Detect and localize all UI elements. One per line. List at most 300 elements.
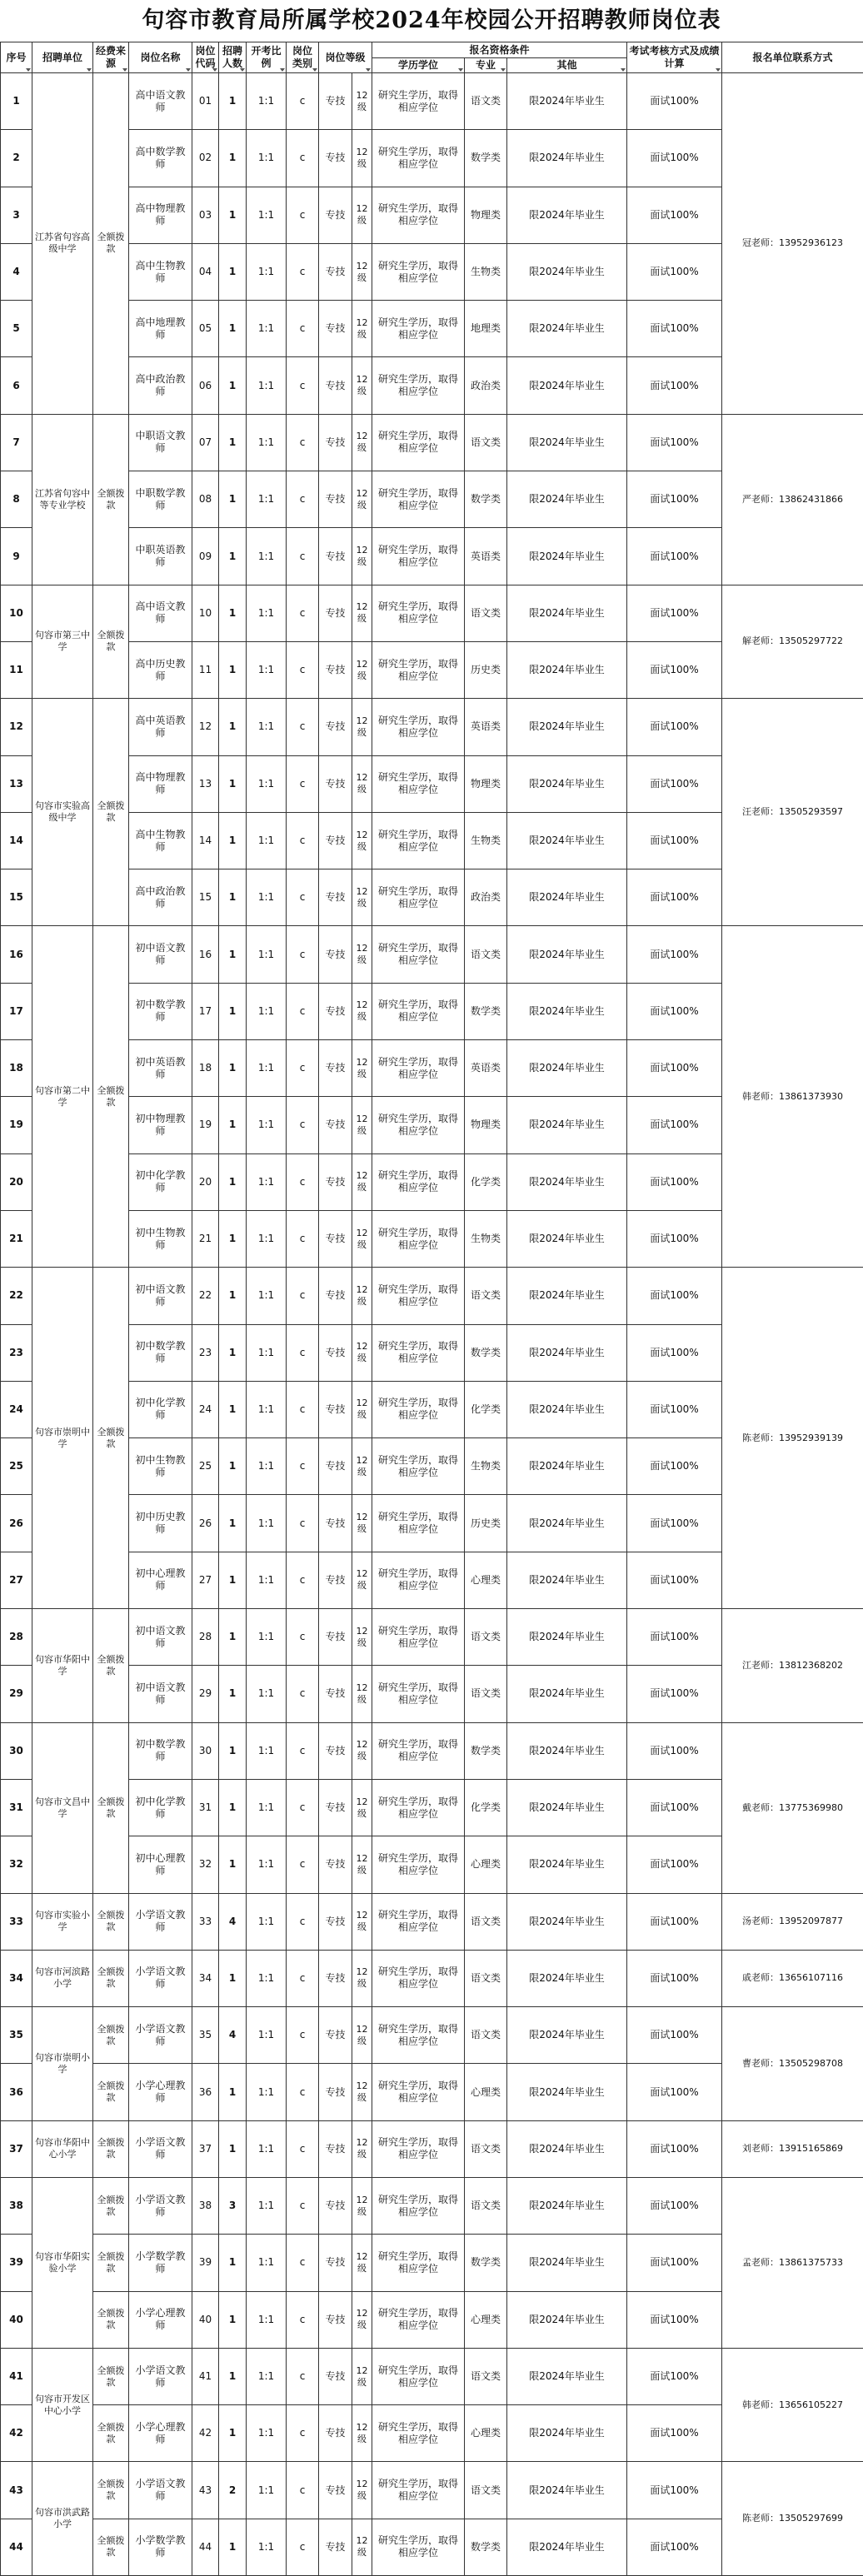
category-cell: c <box>287 1381 319 1437</box>
seq-cell: 18 <box>1 1040 32 1097</box>
post-name-cell: 小学心理教师 <box>129 2291 192 2348</box>
ratio-cell: 1:1 <box>247 2007 287 2064</box>
grade-cell: 12级 <box>352 471 372 528</box>
count-cell: 1 <box>219 1950 247 2006</box>
post-code-cell: 40 <box>192 2291 219 2348</box>
major-cell: 语文类 <box>465 1666 507 1722</box>
filter-arrow-icon[interactable] <box>366 68 371 72</box>
level-cell: 专技 <box>319 1666 352 1722</box>
grade-cell: 12级 <box>352 812 372 869</box>
grade-cell: 12级 <box>352 869 372 926</box>
edu-cell: 研究生学历，取得相应学位 <box>372 1552 465 1608</box>
seq-cell: 42 <box>1 2405 32 2462</box>
level-cell: 专技 <box>319 926 352 983</box>
post-name-cell: 高中政治教师 <box>129 357 192 414</box>
category-cell: c <box>287 2007 319 2064</box>
major-cell: 生物类 <box>465 1438 507 1495</box>
unit-cell: 句容市实验小学 <box>32 1893 93 1950</box>
level-cell: 专技 <box>319 2120 352 2177</box>
count-cell: 1 <box>219 2348 247 2404</box>
category-cell: c <box>287 2348 319 2404</box>
seq-cell: 14 <box>1 812 32 869</box>
other-cell: 限2024年毕业生 <box>507 983 627 1039</box>
count-cell: 1 <box>219 699 247 755</box>
level-cell: 专技 <box>319 1324 352 1381</box>
grade-cell: 12级 <box>352 2235 372 2291</box>
ratio-cell: 1:1 <box>247 1438 287 1495</box>
post-name-cell: 初中语文教师 <box>129 926 192 983</box>
major-cell: 数学类 <box>465 130 507 187</box>
major-cell: 心理类 <box>465 1552 507 1608</box>
exam-cell: 面试100% <box>627 699 722 755</box>
post-code-cell: 16 <box>192 926 219 983</box>
post-name-cell: 中职英语教师 <box>129 528 192 585</box>
filter-arrow-icon[interactable] <box>280 68 285 72</box>
category-cell: c <box>287 983 319 1039</box>
grade-cell: 12级 <box>352 2177 372 2234</box>
header-other[interactable]: 其他 <box>507 58 627 73</box>
post-name-cell: 中职语文教师 <box>129 414 192 471</box>
ratio-cell: 1:1 <box>247 1666 287 1722</box>
funding-cell: 全额拨款 <box>93 699 129 926</box>
exam-cell: 面试100% <box>627 1950 722 2006</box>
count-cell: 1 <box>219 243 247 300</box>
seq-cell: 27 <box>1 1552 32 1608</box>
level-cell: 专技 <box>319 1268 352 1324</box>
ratio-cell: 1:1 <box>247 983 287 1039</box>
post-name-cell: 小学语文教师 <box>129 1893 192 1950</box>
post-name-cell: 小学心理教师 <box>129 2405 192 2462</box>
major-cell: 语文类 <box>465 926 507 983</box>
post-code-cell: 33 <box>192 1893 219 1950</box>
ratio-cell: 1:1 <box>247 926 287 983</box>
header-category[interactable]: 岗位类别 <box>287 42 319 73</box>
level-cell: 专技 <box>319 357 352 414</box>
ratio-cell: 1:1 <box>247 812 287 869</box>
grade-cell: 12级 <box>352 641 372 698</box>
post-name-cell: 初中数学教师 <box>129 983 192 1039</box>
post-name-cell: 高中生物教师 <box>129 243 192 300</box>
ratio-cell: 1:1 <box>247 2462 287 2519</box>
major-cell: 语文类 <box>465 1268 507 1324</box>
other-cell: 限2024年毕业生 <box>507 414 627 471</box>
unit-cell: 句容市第二中学 <box>32 926 93 1268</box>
ratio-cell: 1:1 <box>247 243 287 300</box>
post-name-cell: 高中语文教师 <box>129 585 192 641</box>
category-cell: c <box>287 301 319 357</box>
post-name-cell: 高中生物教师 <box>129 812 192 869</box>
header-post-name[interactable]: 岗位名称 <box>129 42 192 73</box>
header-exam[interactable]: 考试考核方式及成绩计算 <box>627 42 722 73</box>
contact-cell: 刘老师：13915165869 <box>722 2120 863 2177</box>
filter-arrow-icon[interactable] <box>122 68 127 72</box>
funding-cell: 全额拨款 <box>93 2064 129 2120</box>
contact-cell: 江老师：13812368202 <box>722 1609 863 1723</box>
count-cell: 1 <box>219 1836 247 1893</box>
count-cell: 1 <box>219 130 247 187</box>
exam-cell: 面试100% <box>627 926 722 983</box>
unit-cell: 句容市文昌中学 <box>32 1722 93 1893</box>
post-code-cell: 06 <box>192 357 219 414</box>
post-code-cell: 41 <box>192 2348 219 2404</box>
category-cell: c <box>287 699 319 755</box>
category-cell: c <box>287 471 319 528</box>
seq-cell: 35 <box>1 2007 32 2064</box>
exam-cell: 面试100% <box>627 1438 722 1495</box>
post-name-cell: 小学语文教师 <box>129 2120 192 2177</box>
header-major[interactable]: 专业 <box>465 58 507 73</box>
major-cell: 数学类 <box>465 1324 507 1381</box>
header-contact: 报名单位联系方式 <box>722 42 863 73</box>
seq-cell: 22 <box>1 1268 32 1324</box>
exam-cell: 面试100% <box>627 243 722 300</box>
ratio-cell: 1:1 <box>247 2177 287 2234</box>
header-unit[interactable]: 招聘单位 <box>32 42 93 73</box>
seq-cell: 40 <box>1 2291 32 2348</box>
exam-cell: 面试100% <box>627 2519 722 2575</box>
post-name-cell: 高中地理教师 <box>129 301 192 357</box>
funding-cell: 全额拨款 <box>93 414 129 585</box>
post-name-cell: 初中心理教师 <box>129 1836 192 1893</box>
other-cell: 限2024年毕业生 <box>507 2064 627 2120</box>
major-cell: 历史类 <box>465 641 507 698</box>
seq-cell: 15 <box>1 869 32 926</box>
grade-cell: 12级 <box>352 2007 372 2064</box>
post-code-cell: 01 <box>192 73 219 130</box>
level-cell: 专技 <box>319 243 352 300</box>
seq-cell: 29 <box>1 1666 32 1722</box>
edu-cell: 研究生学历，取得相应学位 <box>372 357 465 414</box>
major-cell: 语文类 <box>465 2120 507 2177</box>
other-cell: 限2024年毕业生 <box>507 357 627 414</box>
ratio-cell: 1:1 <box>247 1950 287 2006</box>
seq-cell: 7 <box>1 414 32 471</box>
grade-cell: 12级 <box>352 414 372 471</box>
level-cell: 专技 <box>319 1438 352 1495</box>
grade-cell: 12级 <box>352 301 372 357</box>
exam-cell: 面试100% <box>627 1722 722 1779</box>
post-name-cell: 初中语文教师 <box>129 1666 192 1722</box>
count-cell: 4 <box>219 2007 247 2064</box>
category-cell: c <box>287 1666 319 1722</box>
ratio-cell: 1:1 <box>247 1552 287 1608</box>
table-row <box>1 2007 863 2064</box>
other-cell: 限2024年毕业生 <box>507 1666 627 1722</box>
major-cell: 语文类 <box>465 1609 507 1666</box>
other-cell: 限2024年毕业生 <box>507 1268 627 1324</box>
exam-cell: 面试100% <box>627 2177 722 2234</box>
contact-cell: 孟老师：13861375733 <box>722 2177 863 2348</box>
exam-cell: 面试100% <box>627 641 722 698</box>
funding-cell: 全额拨款 <box>93 926 129 1268</box>
grade-cell: 12级 <box>352 357 372 414</box>
category-cell: c <box>287 2462 319 2519</box>
level-cell: 专技 <box>319 2291 352 2348</box>
edu-cell: 研究生学历，取得相应学位 <box>372 2519 465 2575</box>
major-cell: 心理类 <box>465 2064 507 2120</box>
level-cell: 专技 <box>319 983 352 1039</box>
grade-cell: 12级 <box>352 1893 372 1950</box>
other-cell: 限2024年毕业生 <box>507 1381 627 1437</box>
level-cell: 专技 <box>319 1552 352 1608</box>
header-count[interactable]: 招聘人数 <box>219 42 247 73</box>
unit-cell: 句容市华阳中学 <box>32 1609 93 1723</box>
post-code-cell: 31 <box>192 1779 219 1836</box>
category-cell: c <box>287 187 319 243</box>
filter-arrow-icon[interactable] <box>212 68 217 72</box>
count-cell: 1 <box>219 585 247 641</box>
ratio-cell: 1:1 <box>247 755 287 812</box>
post-name-cell: 高中英语教师 <box>129 699 192 755</box>
count-cell: 1 <box>219 187 247 243</box>
ratio-cell: 1:1 <box>247 1097 287 1153</box>
category-cell: c <box>287 641 319 698</box>
level-cell: 专技 <box>319 130 352 187</box>
level-cell: 专技 <box>319 641 352 698</box>
level-cell: 专技 <box>319 1097 352 1153</box>
other-cell: 限2024年毕业生 <box>507 2405 627 2462</box>
unit-cell: 句容市崇明中学 <box>32 1268 93 1609</box>
filter-arrow-icon[interactable] <box>87 68 92 72</box>
table-row <box>1 2120 863 2177</box>
category-cell: c <box>287 869 319 926</box>
count-cell: 1 <box>219 1153 247 1210</box>
filter-arrow-icon[interactable] <box>458 68 463 72</box>
post-code-cell: 15 <box>192 869 219 926</box>
post-code-cell: 25 <box>192 1438 219 1495</box>
other-cell: 限2024年毕业生 <box>507 812 627 869</box>
level-cell: 专技 <box>319 812 352 869</box>
table-row <box>1 1893 863 1950</box>
grade-cell: 12级 <box>352 1040 372 1097</box>
edu-cell: 研究生学历，取得相应学位 <box>372 1097 465 1153</box>
post-code-cell: 11 <box>192 641 219 698</box>
filter-arrow-icon[interactable] <box>716 68 721 72</box>
count-cell: 1 <box>219 1495 247 1552</box>
contact-cell: 解老师：13505297722 <box>722 585 863 699</box>
grade-cell: 12级 <box>352 1836 372 1893</box>
level-cell: 专技 <box>319 73 352 130</box>
post-code-cell: 34 <box>192 1950 219 2006</box>
other-cell: 限2024年毕业生 <box>507 2291 627 2348</box>
funding-cell: 全额拨款 <box>93 2177 129 2234</box>
contact-cell: 汪老师：13505293597 <box>722 699 863 926</box>
ratio-cell: 1:1 <box>247 585 287 641</box>
grade-cell: 12级 <box>352 2120 372 2177</box>
filter-arrow-icon[interactable] <box>501 68 506 72</box>
post-code-cell: 42 <box>192 2405 219 2462</box>
other-cell: 限2024年毕业生 <box>507 1836 627 1893</box>
header-funding[interactable]: 经费来源 <box>93 42 129 73</box>
exam-cell: 面试100% <box>627 1893 722 1950</box>
category-cell: c <box>287 1495 319 1552</box>
seq-cell: 36 <box>1 2064 32 2120</box>
other-cell: 限2024年毕业生 <box>507 585 627 641</box>
funding-cell: 全额拨款 <box>93 1722 129 1893</box>
exam-cell: 面试100% <box>627 1552 722 1608</box>
grade-cell: 12级 <box>352 1609 372 1666</box>
page-title: 句容市教育局所属学校2024年校园公开招聘教师岗位表 <box>0 0 863 42</box>
edu-cell: 研究生学历，取得相应学位 <box>372 73 465 130</box>
major-cell: 数学类 <box>465 983 507 1039</box>
grade-cell: 12级 <box>352 1666 372 1722</box>
header-post-code[interactable]: 岗位代码 <box>192 42 219 73</box>
major-cell: 物理类 <box>465 187 507 243</box>
other-cell: 限2024年毕业生 <box>507 755 627 812</box>
category-cell: c <box>287 1210 319 1267</box>
post-code-cell: 13 <box>192 755 219 812</box>
grade-cell: 12级 <box>352 528 372 585</box>
seq-cell: 1 <box>1 73 32 130</box>
filter-arrow-icon[interactable] <box>312 68 317 72</box>
other-cell: 限2024年毕业生 <box>507 1722 627 1779</box>
post-code-cell: 44 <box>192 2519 219 2575</box>
exam-cell: 面试100% <box>627 130 722 187</box>
count-cell: 1 <box>219 2405 247 2462</box>
major-cell: 语文类 <box>465 2007 507 2064</box>
header-seq[interactable]: 序号 <box>1 42 32 73</box>
exam-cell: 面试100% <box>627 585 722 641</box>
edu-cell: 研究生学历，取得相应学位 <box>372 1495 465 1552</box>
post-code-cell: 36 <box>192 2064 219 2120</box>
seq-cell: 24 <box>1 1381 32 1437</box>
unit-cell: 江苏省句容高级中学 <box>32 73 93 415</box>
count-cell: 1 <box>219 812 247 869</box>
seq-cell: 13 <box>1 755 32 812</box>
post-name-cell: 小学语文教师 <box>129 2462 192 2519</box>
edu-cell: 研究生学历，取得相应学位 <box>372 1950 465 2006</box>
edu-cell: 研究生学历，取得相应学位 <box>372 1040 465 1097</box>
major-cell: 历史类 <box>465 1495 507 1552</box>
edu-cell: 研究生学历，取得相应学位 <box>372 1779 465 1836</box>
seq-cell: 41 <box>1 2348 32 2404</box>
post-name-cell: 高中物理教师 <box>129 187 192 243</box>
count-cell: 1 <box>219 1779 247 1836</box>
grade-cell: 12级 <box>352 1097 372 1153</box>
filter-arrow-icon[interactable] <box>240 68 245 72</box>
filter-arrow-icon[interactable] <box>26 68 31 72</box>
post-name-cell: 小学心理教师 <box>129 2064 192 2120</box>
level-cell: 专技 <box>319 1153 352 1210</box>
other-cell: 限2024年毕业生 <box>507 869 627 926</box>
count-cell: 1 <box>219 301 247 357</box>
contact-cell: 韩老师：13861373930 <box>722 926 863 1268</box>
exam-cell: 面试100% <box>627 1666 722 1722</box>
other-cell: 限2024年毕业生 <box>507 73 627 130</box>
filter-arrow-icon[interactable] <box>621 68 626 72</box>
seq-cell: 19 <box>1 1097 32 1153</box>
level-cell: 专技 <box>319 2177 352 2234</box>
level-cell: 专技 <box>319 2519 352 2575</box>
other-cell: 限2024年毕业生 <box>507 1097 627 1153</box>
grade-cell: 12级 <box>352 755 372 812</box>
major-cell: 英语类 <box>465 1040 507 1097</box>
edu-cell: 研究生学历，取得相应学位 <box>372 2120 465 2177</box>
seq-cell: 23 <box>1 1324 32 1381</box>
filter-arrow-icon[interactable] <box>186 68 191 72</box>
post-name-cell: 小学语文教师 <box>129 1950 192 2006</box>
post-code-cell: 30 <box>192 1722 219 1779</box>
grade-cell: 12级 <box>352 926 372 983</box>
category-cell: c <box>287 1097 319 1153</box>
count-cell: 1 <box>219 641 247 698</box>
funding-cell: 全额拨款 <box>93 2120 129 2177</box>
post-code-cell: 38 <box>192 2177 219 2234</box>
edu-cell: 研究生学历，取得相应学位 <box>372 1268 465 1324</box>
count-cell: 1 <box>219 528 247 585</box>
grade-cell: 12级 <box>352 1722 372 1779</box>
exam-cell: 面试100% <box>627 2405 722 2462</box>
post-code-cell: 09 <box>192 528 219 585</box>
table-row <box>1 926 863 983</box>
category-cell: c <box>287 585 319 641</box>
ratio-cell: 1:1 <box>247 1040 287 1097</box>
contact-cell: 戚老师：13656107116 <box>722 1950 863 2006</box>
post-code-cell: 35 <box>192 2007 219 2064</box>
unit-cell: 句容市第三中学 <box>32 585 93 699</box>
post-code-cell: 05 <box>192 301 219 357</box>
header-edu[interactable]: 学历学位 <box>372 58 465 73</box>
seq-cell: 21 <box>1 1210 32 1267</box>
major-cell: 语文类 <box>465 2462 507 2519</box>
edu-cell: 研究生学历，取得相应学位 <box>372 414 465 471</box>
edu-cell: 研究生学历，取得相应学位 <box>372 1609 465 1666</box>
category-cell: c <box>287 1153 319 1210</box>
post-code-cell: 37 <box>192 2120 219 2177</box>
grade-cell: 12级 <box>352 243 372 300</box>
edu-cell: 研究生学历，取得相应学位 <box>372 2007 465 2064</box>
level-cell: 专技 <box>319 414 352 471</box>
edu-cell: 研究生学历，取得相应学位 <box>372 1893 465 1950</box>
exam-cell: 面试100% <box>627 1268 722 1324</box>
major-cell: 地理类 <box>465 301 507 357</box>
grade-cell: 12级 <box>352 187 372 243</box>
edu-cell: 研究生学历，取得相应学位 <box>372 1210 465 1267</box>
exam-cell: 面试100% <box>627 1381 722 1437</box>
count-cell: 1 <box>219 1666 247 1722</box>
seq-cell: 2 <box>1 130 32 187</box>
count-cell: 1 <box>219 1210 247 1267</box>
exam-cell: 面试100% <box>627 1495 722 1552</box>
post-code-cell: 21 <box>192 1210 219 1267</box>
unit-cell: 江苏省句容中等专业学校 <box>32 414 93 585</box>
table-row <box>1 2348 863 2404</box>
ratio-cell: 1:1 <box>247 869 287 926</box>
edu-cell: 研究生学历，取得相应学位 <box>372 1381 465 1437</box>
grade-cell: 12级 <box>352 2519 372 2575</box>
exam-cell: 面试100% <box>627 1779 722 1836</box>
header-level[interactable]: 岗位等级 <box>319 42 372 73</box>
funding-cell: 全额拨款 <box>93 2007 129 2064</box>
ratio-cell: 1:1 <box>247 2235 287 2291</box>
category-cell: c <box>287 1950 319 2006</box>
post-code-cell: 10 <box>192 585 219 641</box>
edu-cell: 研究生学历，取得相应学位 <box>372 2291 465 2348</box>
other-cell: 限2024年毕业生 <box>507 1893 627 1950</box>
edu-cell: 研究生学历，取得相应学位 <box>372 1324 465 1381</box>
other-cell: 限2024年毕业生 <box>507 1210 627 1267</box>
exam-cell: 面试100% <box>627 2235 722 2291</box>
other-cell: 限2024年毕业生 <box>507 1040 627 1097</box>
level-cell: 专技 <box>319 187 352 243</box>
header-ratio[interactable]: 开考比例 <box>247 42 287 73</box>
major-cell: 化学类 <box>465 1779 507 1836</box>
exam-cell: 面试100% <box>627 812 722 869</box>
seq-cell: 39 <box>1 2235 32 2291</box>
major-cell: 语文类 <box>465 1950 507 2006</box>
other-cell: 限2024年毕业生 <box>507 243 627 300</box>
category-cell: c <box>287 130 319 187</box>
